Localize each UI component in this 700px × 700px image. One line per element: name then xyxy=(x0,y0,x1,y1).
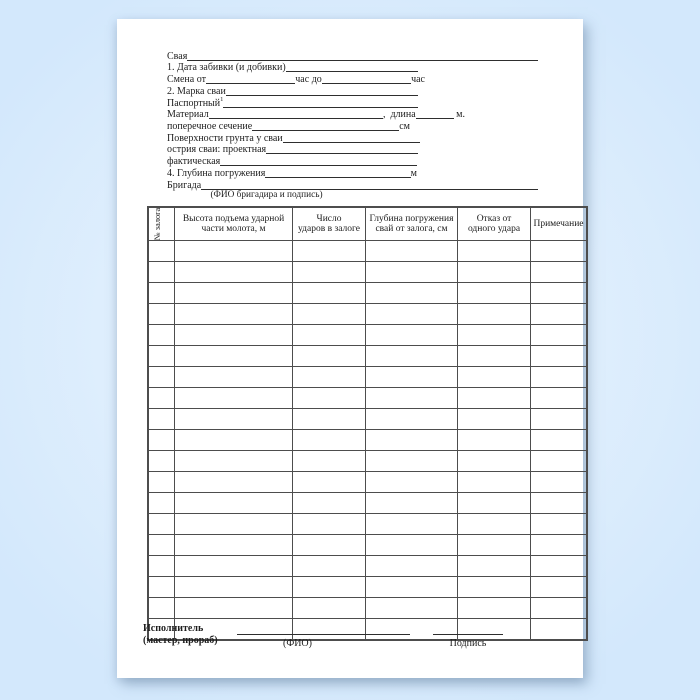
form-line xyxy=(167,167,417,179)
table-body xyxy=(148,241,587,641)
blank-underline xyxy=(209,118,383,119)
empty-cell xyxy=(458,577,531,598)
empty-cell xyxy=(148,283,175,304)
executor-block xyxy=(143,623,503,649)
form-label: 1. Дата забивки (и добивки) xyxy=(167,62,286,74)
form-label: м. xyxy=(453,109,465,121)
empty-cell xyxy=(458,262,531,283)
form-label: Материал xyxy=(167,109,209,121)
form-label: , длина xyxy=(382,109,416,121)
blank-underline xyxy=(416,118,454,119)
empty-cell xyxy=(458,409,531,430)
empty-cell xyxy=(531,472,588,493)
table-row xyxy=(148,304,587,325)
column-header xyxy=(148,207,175,241)
form-line xyxy=(167,144,418,156)
blank-underline xyxy=(265,177,410,178)
empty-cell xyxy=(148,472,175,493)
empty-cell xyxy=(366,493,458,514)
empty-cell xyxy=(531,346,588,367)
vertical-header-text: № залога xyxy=(152,207,162,241)
form-label: поперечное сечение xyxy=(167,121,253,133)
empty-cell xyxy=(293,598,366,619)
empty-cell xyxy=(366,451,458,472)
empty-cell xyxy=(366,325,458,346)
empty-cell xyxy=(293,409,366,430)
empty-cell xyxy=(531,493,588,514)
empty-cell xyxy=(148,577,175,598)
empty-cell xyxy=(531,556,588,577)
empty-cell xyxy=(175,346,293,367)
empty-cell xyxy=(148,556,175,577)
empty-cell xyxy=(148,241,175,262)
empty-cell xyxy=(531,409,588,430)
table-row xyxy=(148,283,587,304)
empty-cell xyxy=(366,514,458,535)
empty-cell xyxy=(148,304,175,325)
empty-cell xyxy=(293,346,366,367)
blank-underline xyxy=(223,107,418,108)
piling-log-table xyxy=(147,206,588,641)
empty-cell xyxy=(458,535,531,556)
table-row xyxy=(148,388,587,409)
empty-cell xyxy=(366,262,458,283)
column-header: Глубина погружения свай от залога, см xyxy=(366,207,458,241)
empty-cell xyxy=(458,430,531,451)
column-header: Высота подъема ударной части молота, м xyxy=(175,207,293,241)
empty-cell xyxy=(366,556,458,577)
empty-cell xyxy=(148,367,175,388)
empty-cell xyxy=(531,304,588,325)
empty-cell xyxy=(458,325,531,346)
empty-cell xyxy=(293,556,366,577)
form-label: час до xyxy=(295,74,322,86)
empty-cell xyxy=(175,472,293,493)
empty-cell xyxy=(293,514,366,535)
empty-cell xyxy=(148,430,175,451)
empty-cell xyxy=(531,262,588,283)
empty-cell xyxy=(458,451,531,472)
empty-cell xyxy=(458,304,531,325)
table-row xyxy=(148,535,587,556)
blank-underline xyxy=(286,71,418,72)
signature-caption: Подпись xyxy=(449,638,487,649)
footnote-superscript: 1 xyxy=(220,95,224,103)
empty-cell xyxy=(148,409,175,430)
empty-cell xyxy=(148,346,175,367)
form-line xyxy=(167,97,418,109)
executor-subtitle: (мастер, прораб) xyxy=(143,635,218,646)
empty-cell xyxy=(458,514,531,535)
empty-cell xyxy=(458,241,531,262)
table-row xyxy=(148,241,587,262)
fio-signature-column xyxy=(237,623,410,649)
form-label: Поверхности грунта у сваи xyxy=(167,132,283,144)
empty-cell xyxy=(366,598,458,619)
blank-underline xyxy=(226,95,418,96)
empty-cell xyxy=(175,241,293,262)
blank-underline xyxy=(283,142,420,143)
empty-cell xyxy=(148,514,175,535)
form-line xyxy=(167,179,538,191)
blank-underline xyxy=(206,83,295,84)
empty-cell xyxy=(458,472,531,493)
empty-cell xyxy=(531,598,588,619)
empty-cell xyxy=(366,346,458,367)
form-label: час xyxy=(411,74,425,86)
table-row xyxy=(148,514,587,535)
empty-cell xyxy=(366,241,458,262)
fio-blank-line xyxy=(237,623,410,635)
table-row xyxy=(148,472,587,493)
blank-underline xyxy=(322,83,411,84)
empty-cell xyxy=(293,577,366,598)
empty-cell xyxy=(531,325,588,346)
form-label: 2. Марка сваи xyxy=(167,85,226,97)
empty-cell xyxy=(175,430,293,451)
empty-cell xyxy=(148,493,175,514)
empty-cell xyxy=(293,430,366,451)
empty-cell xyxy=(458,556,531,577)
empty-cell xyxy=(366,388,458,409)
empty-cell xyxy=(148,325,175,346)
empty-cell xyxy=(293,451,366,472)
empty-cell xyxy=(531,451,588,472)
form-line xyxy=(167,85,418,97)
form-label: Бригада xyxy=(167,179,202,191)
empty-cell xyxy=(148,451,175,472)
brigade-caption: (ФИО бригадира и подпись) xyxy=(210,190,323,200)
column-header: Отказ от одного удара xyxy=(458,207,531,241)
signature-column xyxy=(433,623,503,649)
empty-cell xyxy=(175,493,293,514)
document-page xyxy=(117,19,583,678)
empty-cell xyxy=(531,430,588,451)
table-row xyxy=(148,367,587,388)
empty-cell xyxy=(293,493,366,514)
empty-cell xyxy=(293,304,366,325)
empty-cell xyxy=(175,367,293,388)
form-label: 4. Глубина погружения xyxy=(167,167,266,179)
form-label: м xyxy=(410,167,417,179)
table-row xyxy=(148,493,587,514)
blank-underline xyxy=(220,165,417,166)
empty-cell xyxy=(531,367,588,388)
empty-cell xyxy=(531,283,588,304)
empty-cell xyxy=(175,556,293,577)
table-row xyxy=(148,451,587,472)
empty-cell xyxy=(531,388,588,409)
empty-cell xyxy=(148,388,175,409)
form-label: Смена от xyxy=(167,74,206,86)
empty-cell xyxy=(293,325,366,346)
empty-cell xyxy=(293,367,366,388)
empty-cell xyxy=(293,472,366,493)
empty-cell xyxy=(148,262,175,283)
empty-cell xyxy=(531,535,588,556)
empty-cell xyxy=(175,598,293,619)
table-row xyxy=(148,409,587,430)
blank-underline xyxy=(266,153,418,154)
form-label: см xyxy=(399,121,410,133)
empty-cell xyxy=(293,241,366,262)
empty-cell xyxy=(366,409,458,430)
empty-cell xyxy=(175,535,293,556)
empty-cell xyxy=(366,430,458,451)
empty-cell xyxy=(175,577,293,598)
empty-cell xyxy=(458,388,531,409)
form-label: острия сваи: проектная xyxy=(167,144,267,156)
empty-cell xyxy=(366,367,458,388)
column-header: Число ударов в залоге xyxy=(293,207,366,241)
form-line xyxy=(167,120,410,132)
executor-title: Исполнитель xyxy=(143,623,204,634)
blank-underline xyxy=(187,60,538,61)
empty-cell xyxy=(175,283,293,304)
empty-cell xyxy=(175,262,293,283)
empty-cell xyxy=(366,283,458,304)
table-row xyxy=(148,346,587,367)
fio-caption: (ФИО) xyxy=(282,638,312,649)
empty-cell xyxy=(175,325,293,346)
form-line xyxy=(167,73,425,85)
table-row xyxy=(148,556,587,577)
empty-cell xyxy=(366,472,458,493)
empty-cell xyxy=(458,493,531,514)
empty-cell xyxy=(175,388,293,409)
empty-cell xyxy=(175,409,293,430)
empty-cell xyxy=(175,514,293,535)
signature-blank-line xyxy=(433,623,503,635)
empty-cell xyxy=(366,577,458,598)
empty-cell xyxy=(531,619,588,641)
empty-cell xyxy=(531,577,588,598)
form-line xyxy=(167,132,420,144)
form-line xyxy=(167,62,418,74)
empty-cell xyxy=(458,283,531,304)
blank-underline xyxy=(252,130,399,131)
form-line xyxy=(167,155,417,167)
table-row xyxy=(148,262,587,283)
empty-cell xyxy=(531,241,588,262)
empty-cell xyxy=(148,535,175,556)
empty-cell xyxy=(175,304,293,325)
form-label: Паспортный xyxy=(167,97,221,109)
form-header-fields xyxy=(167,50,538,191)
empty-cell xyxy=(458,346,531,367)
empty-cell xyxy=(531,514,588,535)
form-label: фактическая xyxy=(167,156,221,168)
empty-cell xyxy=(366,535,458,556)
table-row xyxy=(148,325,587,346)
empty-cell xyxy=(175,451,293,472)
form-label: Свая xyxy=(167,50,188,62)
form-line xyxy=(167,50,538,62)
table-row xyxy=(148,598,587,619)
table-header-row xyxy=(148,207,587,241)
empty-cell xyxy=(458,598,531,619)
empty-cell xyxy=(293,388,366,409)
empty-cell xyxy=(293,262,366,283)
table-row xyxy=(148,577,587,598)
empty-cell xyxy=(148,598,175,619)
table-row xyxy=(148,430,587,451)
form-line xyxy=(167,109,465,121)
empty-cell xyxy=(458,367,531,388)
column-header: Примечание xyxy=(531,207,588,241)
empty-cell xyxy=(293,283,366,304)
empty-cell xyxy=(366,304,458,325)
empty-cell xyxy=(293,535,366,556)
